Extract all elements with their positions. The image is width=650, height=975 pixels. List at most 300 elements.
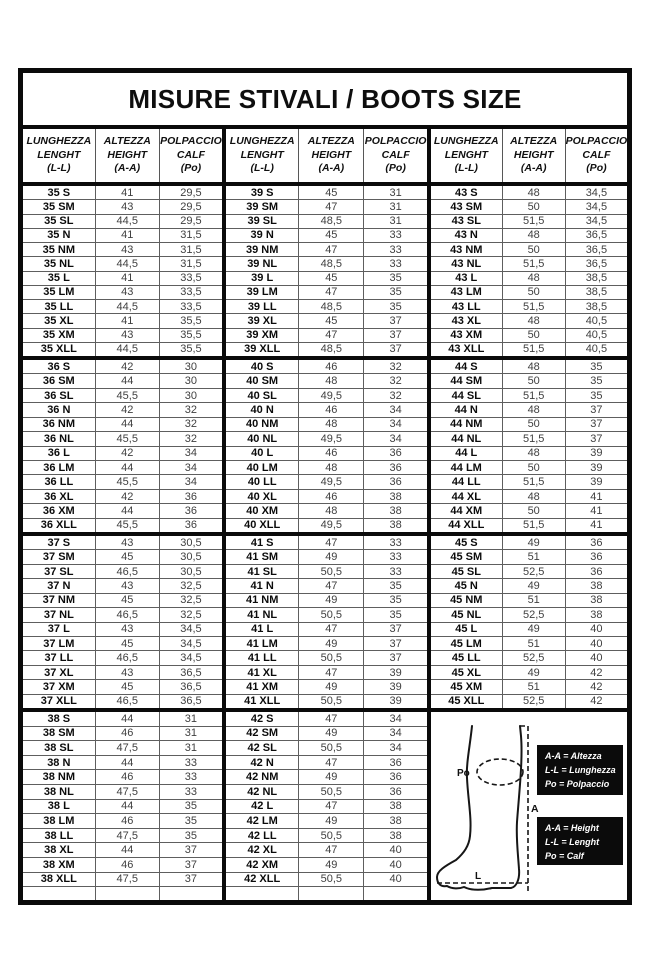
calf-value-cell: 38,5 [565, 286, 627, 299]
calf-value-cell: 35,5 [159, 329, 222, 342]
size-cell: 42 NL [247, 785, 278, 798]
calf-value-cell: 38 [363, 490, 427, 503]
table-row [23, 518, 222, 532]
length-value-cell: 48 [502, 229, 565, 242]
table-row [226, 228, 427, 242]
calf-value-cell: 36,5 [565, 243, 627, 256]
length-value-cell: 51,5 [502, 343, 565, 356]
length-value-cell: 47 [298, 329, 363, 342]
length-value-cell: 52,5 [502, 695, 565, 708]
table-row [23, 679, 222, 693]
header-line: LUNGHEZZA [26, 135, 92, 148]
empty-cell [23, 887, 95, 900]
size-cell: 35 XM [42, 329, 75, 342]
table-row [226, 784, 427, 799]
length-value-cell: 51,5 [502, 475, 565, 488]
length-value-cell: 47 [298, 666, 363, 679]
table-row [226, 769, 427, 784]
calf-value-cell: 32 [159, 403, 222, 416]
size-cell: 40 XL [247, 490, 277, 503]
calf-value-cell: 30 [159, 374, 222, 387]
length-value-cell: 47 [298, 200, 363, 213]
table-row [431, 679, 627, 693]
calf-value-cell: 36 [565, 550, 627, 563]
size-cell: 35 XLL [40, 343, 77, 356]
size-cell: 43 LM [450, 286, 482, 299]
table-row [23, 417, 222, 431]
size-block-38-42 [23, 712, 627, 900]
calf-value-cell: 32 [363, 389, 427, 402]
size-cell: 37 XLL [40, 695, 77, 708]
calf-value-cell: 37 [363, 329, 427, 342]
size-cell: 36 S [47, 360, 71, 373]
calf-value-cell: 34,5 [565, 215, 627, 228]
calf-value-cell: 34 [363, 741, 427, 755]
size-cell: 42 LM [246, 814, 278, 827]
length-value-cell: 48,5 [298, 300, 363, 313]
calf-value-cell: 31 [159, 727, 222, 741]
calf-value-cell: 35 [159, 814, 222, 828]
length-value-cell: 50,5 [298, 829, 363, 843]
size-cell: 45 NM [450, 594, 483, 607]
length-value-cell: 46 [95, 727, 159, 741]
table-row [23, 784, 222, 799]
calf-value-cell: 31 [363, 215, 427, 228]
column-header-row [23, 129, 627, 186]
size-cell: 39 S [250, 186, 274, 199]
series-45 [431, 536, 627, 708]
size-cell: 39 SM [246, 200, 279, 213]
header-line: LUNGHEZZA [433, 135, 499, 148]
calf-value-cell: 35 [565, 374, 627, 387]
length-value-cell: 49 [502, 579, 565, 592]
header-line: POLPACCIO [565, 135, 628, 148]
table-row [226, 431, 427, 445]
length-value-cell: 50 [502, 374, 565, 387]
size-cell: 35 L [47, 272, 70, 285]
header-line: (Po) [385, 162, 406, 175]
calf-value-cell: 32,5 [159, 579, 222, 592]
calf-value-cell: 31,5 [159, 257, 222, 270]
table-row [23, 199, 222, 213]
size-cell: 42 XL [247, 844, 277, 857]
size-cell: 35 NM [42, 243, 76, 256]
calf-value-cell: 39 [565, 461, 627, 474]
table-row [23, 285, 222, 299]
calf-value-cell: 31,5 [159, 243, 222, 256]
header-calf [565, 129, 627, 182]
size-cell: 45 XL [451, 666, 481, 679]
table-row [431, 199, 627, 213]
calf-value-cell: 35 [565, 389, 627, 402]
header-line: LENGHT [240, 148, 284, 161]
calf-value-cell: 37 [159, 843, 222, 857]
size-cell: 38 LM [43, 814, 75, 827]
leg-outline [437, 726, 522, 890]
size-cell: 36 SM [42, 375, 75, 388]
table-row [23, 593, 222, 607]
length-value-cell: 46 [298, 403, 363, 416]
series-40 [226, 360, 431, 532]
table-row [431, 636, 627, 650]
table-row [431, 460, 627, 474]
length-value-cell: 49,5 [298, 519, 363, 532]
header-height [502, 129, 565, 182]
table-row [431, 373, 627, 387]
size-cell: 40 L [251, 447, 274, 460]
length-value-cell: 50,5 [298, 608, 363, 621]
calf-value-cell: 30,5 [159, 536, 222, 549]
calf-value-cell: 33 [363, 565, 427, 578]
size-block-37-41-45 [23, 536, 627, 712]
length-value-cell: 49 [298, 727, 363, 741]
legend-line: A-A = Height [545, 823, 599, 833]
calf-value-cell: 33 [363, 536, 427, 549]
size-cell: 37 LM [43, 637, 75, 650]
size-cell: 45 L [455, 623, 478, 636]
calf-value-cell: 42 [565, 680, 627, 693]
length-value-cell: 50,5 [298, 651, 363, 664]
table-row [226, 712, 427, 726]
table-row [226, 665, 427, 679]
calf-value-cell: 36,5 [159, 695, 222, 708]
length-value-cell: 45 [298, 314, 363, 327]
table-row [226, 373, 427, 387]
leg-illustration [431, 712, 541, 900]
series-41 [226, 536, 431, 708]
length-value-cell: 48 [298, 504, 363, 517]
length-value-cell: 44 [95, 504, 159, 517]
length-value-cell: 48,5 [298, 257, 363, 270]
calf-value-cell: 41 [565, 490, 627, 503]
size-cell: 42 SM [246, 727, 279, 740]
length-value-cell: 45,5 [95, 432, 159, 445]
size-cell: 36 XL [44, 490, 74, 503]
empty-cell [95, 887, 159, 900]
size-cell: 35 NL [43, 257, 74, 270]
size-cell: 45 SL [451, 565, 481, 578]
length-label: L [475, 871, 482, 882]
size-cell: 44 XLL [448, 519, 485, 532]
header-line: ALTEZZA [307, 135, 355, 148]
calf-value-cell: 37 [363, 651, 427, 664]
size-cell: 40 S [250, 360, 274, 373]
size-cell: 38 S [47, 712, 71, 725]
table-row [23, 328, 222, 342]
size-cell: 43 SM [450, 200, 483, 213]
header-line: (Po) [586, 162, 607, 175]
table-row [23, 813, 222, 828]
calf-value-cell: 39 [363, 695, 427, 708]
table-row [23, 650, 222, 664]
calf-value-cell: 33 [159, 770, 222, 784]
length-value-cell: 44 [95, 461, 159, 474]
calf-value-cell: 29,5 [159, 215, 222, 228]
table-row [431, 578, 627, 592]
length-value-cell: 50 [502, 243, 565, 256]
length-value-cell: 50 [502, 504, 565, 517]
size-cell: 43 N [454, 229, 478, 242]
size-cell: 35 XL [44, 314, 74, 327]
calf-value-cell: 42 [565, 666, 627, 679]
table-row [431, 417, 627, 431]
length-value-cell: 49 [298, 770, 363, 784]
table-row [431, 431, 627, 445]
table-row [226, 271, 427, 285]
size-cell: 40 XLL [244, 519, 281, 532]
calf-value-cell: 35,5 [159, 343, 222, 356]
calf-value-cell: 35 [363, 594, 427, 607]
table-row [23, 360, 222, 373]
calf-value-cell: 36 [159, 519, 222, 532]
length-value-cell: 52,5 [502, 565, 565, 578]
size-cell: 39 NM [245, 243, 279, 256]
calf-value-cell: 34 [159, 447, 222, 460]
legend-line: A-A = Altezza [545, 751, 602, 761]
length-value-cell: 45 [95, 637, 159, 650]
calf-value-cell: 35 [159, 829, 222, 843]
size-cell: 38 SL [44, 741, 74, 754]
size-chart-table [18, 68, 632, 905]
length-value-cell: 44,5 [95, 343, 159, 356]
table-row [226, 740, 427, 755]
size-cell: 41 LL [247, 652, 277, 665]
table-row [431, 549, 627, 563]
table-body [23, 186, 627, 900]
header-line: (A-A) [520, 162, 547, 175]
calf-value-cell: 32 [363, 374, 427, 387]
size-cell: 39 XL [247, 314, 277, 327]
size-cell: 42 LL [247, 829, 277, 842]
table-row [431, 518, 627, 532]
table-row [431, 360, 627, 373]
calf-value-cell: 35 [363, 579, 427, 592]
calf-value-cell: 42 [565, 695, 627, 708]
length-value-cell: 49,5 [298, 475, 363, 488]
size-cell: 41 L [251, 623, 274, 636]
calf-value-cell: 38 [363, 519, 427, 532]
table-row [23, 446, 222, 460]
calf-value-cell: 37 [363, 623, 427, 636]
length-value-cell: 51 [502, 680, 565, 693]
series-38 [23, 712, 226, 900]
header-line: POLPACCIO [160, 135, 222, 148]
calf-value-cell: 36 [363, 461, 427, 474]
length-value-cell: 50,5 [298, 741, 363, 755]
size-cell: 37 XL [44, 666, 74, 679]
length-value-cell: 52,5 [502, 608, 565, 621]
calf-value-cell: 36 [159, 490, 222, 503]
table-row [23, 755, 222, 770]
header-line: CALF [381, 148, 410, 161]
header-group-1 [23, 129, 226, 182]
length-value-cell: 51,5 [502, 389, 565, 402]
length-value-cell: 47 [298, 536, 363, 549]
calf-value-cell: 32,5 [159, 608, 222, 621]
size-cell: 38 NL [43, 785, 74, 798]
calf-value-cell: 32 [159, 418, 222, 431]
length-value-cell: 47,5 [95, 741, 159, 755]
table-row [226, 622, 427, 636]
header-line: (L-L) [47, 162, 71, 175]
length-value-cell: 49 [502, 536, 565, 549]
calf-value-cell: 40,5 [565, 343, 627, 356]
calf-value-cell: 38 [565, 579, 627, 592]
table-row [226, 446, 427, 460]
calf-value-cell: 34 [159, 461, 222, 474]
table-row [431, 256, 627, 270]
table-row [23, 842, 222, 857]
size-cell: 39 NL [247, 257, 278, 270]
size-cell: 35 LM [43, 286, 75, 299]
length-value-cell: 46 [298, 360, 363, 373]
size-cell: 44 N [454, 403, 478, 416]
table-row [431, 446, 627, 460]
table-row [431, 489, 627, 503]
spacer-row [23, 886, 222, 900]
table-row [226, 299, 427, 313]
length-value-cell: 47,5 [95, 829, 159, 843]
table-row [23, 256, 222, 270]
calf-value-cell: 31 [159, 741, 222, 755]
calf-value-cell: 33 [363, 229, 427, 242]
calf-value-cell: 40 [565, 637, 627, 650]
length-value-cell: 45 [298, 229, 363, 242]
calf-value-cell: 36 [159, 504, 222, 517]
table-row [431, 388, 627, 402]
length-value-cell: 49 [298, 680, 363, 693]
size-cell: 36 NL [43, 432, 74, 445]
size-cell: 37 SL [44, 565, 74, 578]
size-cell: 39 LL [247, 300, 277, 313]
calf-value-cell: 40 [565, 623, 627, 636]
header-line: ALTEZZA [103, 135, 151, 148]
calf-value-cell: 34 [363, 712, 427, 726]
size-cell: 43 S [454, 186, 478, 199]
table-row [431, 593, 627, 607]
calf-value-cell: 34 [363, 727, 427, 741]
length-value-cell: 51 [502, 550, 565, 563]
size-cell: 35 N [47, 229, 71, 242]
size-cell: 37 NL [43, 608, 74, 621]
size-cell: 44 LM [450, 461, 482, 474]
size-cell: 44 LL [451, 476, 481, 489]
table-row [431, 299, 627, 313]
length-value-cell: 49 [298, 814, 363, 828]
calf-value-cell: 37 [159, 873, 222, 887]
table-row [226, 636, 427, 650]
calf-value-cell: 35 [159, 800, 222, 814]
table-row [226, 313, 427, 327]
length-value-cell: 44 [95, 374, 159, 387]
header-line: CALF [176, 148, 205, 161]
length-value-cell: 45,5 [95, 519, 159, 532]
calf-value-cell: 38 [565, 608, 627, 621]
length-value-cell: 45 [95, 680, 159, 693]
calf-value-cell: 31,5 [159, 229, 222, 242]
table-row [23, 388, 222, 402]
series-44 [431, 360, 627, 532]
table-row [431, 536, 627, 549]
calf-value-cell: 32 [159, 432, 222, 445]
table-row [23, 578, 222, 592]
table-row [226, 402, 427, 416]
length-value-cell: 47 [298, 800, 363, 814]
length-value-cell: 41 [95, 272, 159, 285]
length-value-cell: 50 [502, 418, 565, 431]
calf-value-cell: 31 [363, 200, 427, 213]
length-value-cell: 51,5 [502, 519, 565, 532]
legend-line: Po = Polpaccio [545, 779, 610, 789]
size-block-35-39-43 [23, 186, 627, 360]
calf-value-cell: 33 [363, 243, 427, 256]
header-length [226, 129, 298, 182]
table-row [23, 342, 222, 356]
header-group-3 [431, 129, 627, 182]
table-row [23, 828, 222, 843]
table-row [226, 694, 427, 708]
calf-value-cell: 33,5 [159, 286, 222, 299]
size-cell: 38 NM [42, 771, 76, 784]
length-value-cell: 44 [95, 843, 159, 857]
length-value-cell: 51 [502, 594, 565, 607]
length-value-cell: 45,5 [95, 475, 159, 488]
length-value-cell: 46,5 [95, 651, 159, 664]
size-cell: 36 XLL [40, 519, 77, 532]
calf-value-cell: 39 [363, 680, 427, 693]
table-row [226, 607, 427, 621]
length-value-cell: 47 [298, 286, 363, 299]
header-line: (L-L) [250, 162, 274, 175]
calf-value-cell: 40,5 [565, 329, 627, 342]
table-row [23, 460, 222, 474]
size-cell: 36 L [47, 447, 70, 460]
size-cell: 39 LM [246, 286, 278, 299]
size-cell: 37 NM [42, 594, 76, 607]
length-value-cell: 47 [298, 843, 363, 857]
length-value-cell: 47,5 [95, 785, 159, 799]
header-line: LENGHT [444, 148, 488, 161]
table-row [226, 242, 427, 256]
length-value-cell: 46,5 [95, 695, 159, 708]
table-row [23, 402, 222, 416]
legend-line: L-L = Lunghezza [545, 765, 616, 775]
size-cell: 36 LL [44, 476, 74, 489]
header-line: LENGHT [37, 148, 81, 161]
size-cell: 45 LL [451, 652, 481, 665]
calf-value-cell: 35 [363, 300, 427, 313]
size-cell: 40 SM [246, 375, 279, 388]
table-row [226, 474, 427, 488]
size-cell: 40 LM [246, 461, 278, 474]
length-value-cell: 48,5 [298, 215, 363, 228]
calf-value-cell: 34 [363, 403, 427, 416]
size-cell: 41 XL [247, 666, 277, 679]
header-line: (L-L) [454, 162, 478, 175]
length-value-cell: 47 [298, 623, 363, 636]
header-line: (A-A) [114, 162, 141, 175]
length-value-cell: 49,5 [298, 432, 363, 445]
size-cell: 42 NM [245, 771, 279, 784]
size-cell: 45 XLL [448, 695, 485, 708]
size-cell: 38 N [47, 756, 71, 769]
calf-value-cell: 36 [363, 770, 427, 784]
header-height [95, 129, 159, 182]
table-row [431, 564, 627, 578]
calf-value-cell: 40,5 [565, 314, 627, 327]
size-cell: 36 N [47, 403, 71, 416]
header-line: ALTEZZA [510, 135, 558, 148]
